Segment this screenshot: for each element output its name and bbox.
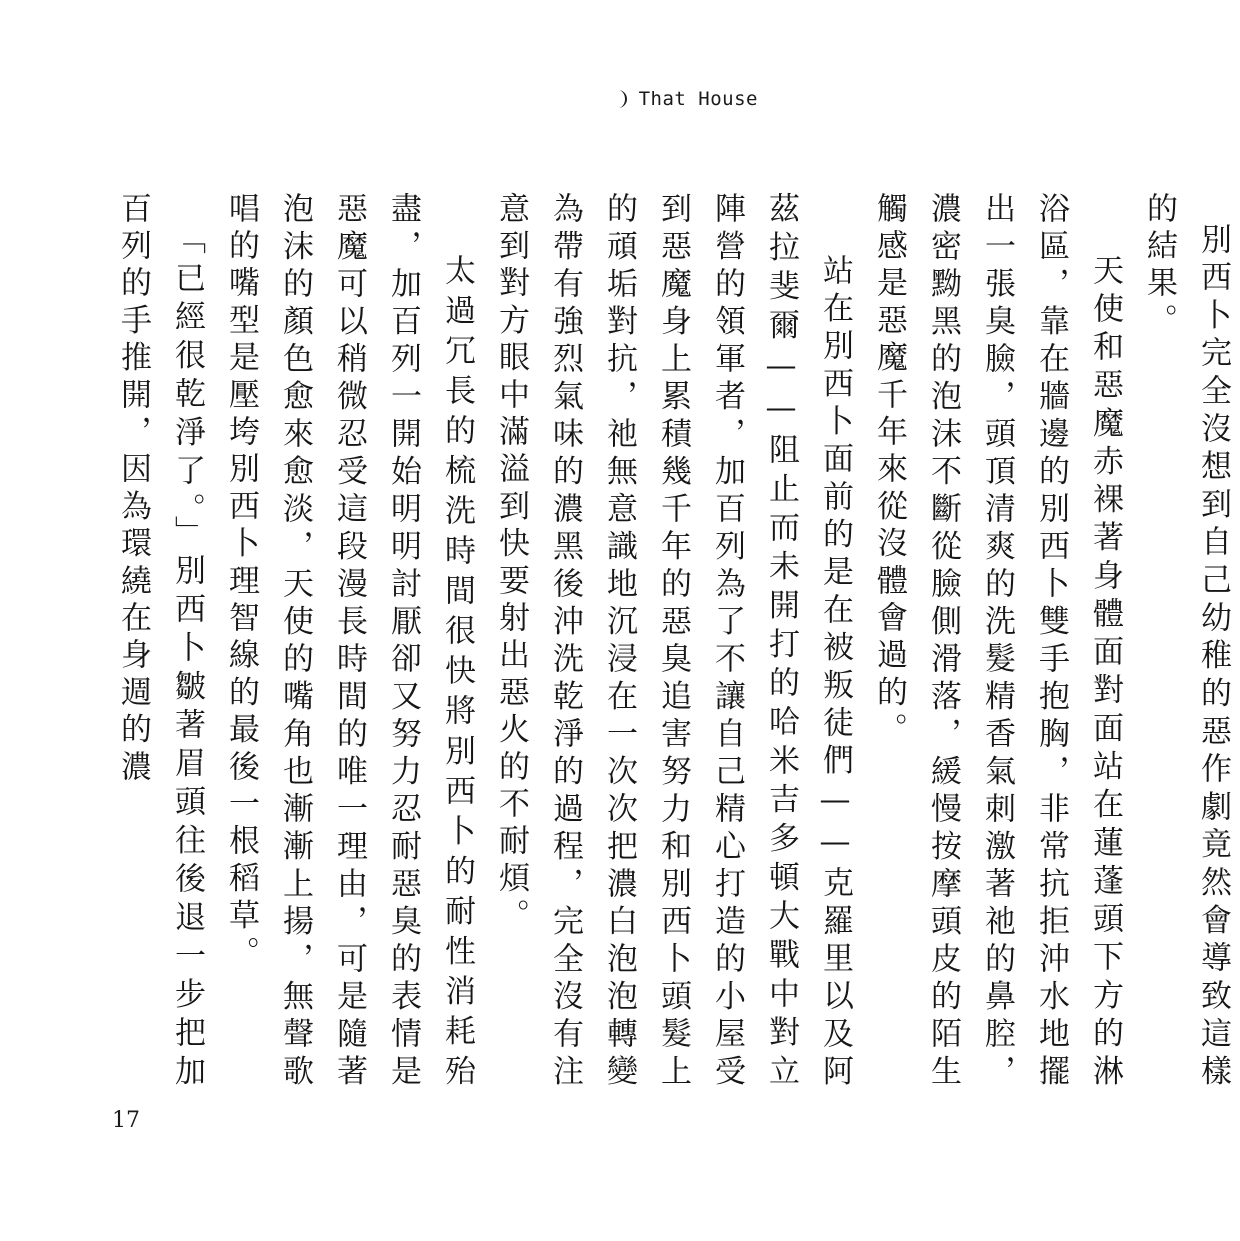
running-header bbox=[615, 88, 758, 110]
vertical-text-flow bbox=[106, 192, 1240, 1092]
paragraph: 站在別西卜面前的是在被叛徒們——克羅里以及阿茲拉斐爾——阻止而未開打的哈米吉多頓大戰中對立陣營的領軍者，加百列為了不讓自己精心打造的小屋受到惡魔身上累積幾千年的惡臭追害努力和別西卜頭髮上的頑垢對抗，祂無意識地沉浸在一次次把濃白泡泡轉變為帶有強烈氣味的濃黑後沖洗乾淨的過程，完全沒有注意到對方眼中滿溢到快要射出惡火的不耐煩。 bbox=[493, 192, 853, 1092]
running-header-title: That House bbox=[638, 88, 758, 110]
paragraph: 「已經很乾淨了。」別西卜皺著眉頭往後退一步把加百列的手推開，因為環繞在身週的濃 bbox=[115, 192, 205, 1092]
paragraph: 天使和惡魔赤裸著身體面對面站在蓮蓬頭下方的淋浴區，靠在牆邊的別西卜雙手抱胸，非常抗拒沖水地擺出一張臭臉，頭頂清爽的洗髮精香氣刺激著祂的鼻腔，濃密黝黑的泡沫不斷從臉側滑落，緩慢按摩頭皮的陌生觸感是惡魔千年來從沒體會過的。 bbox=[871, 192, 1123, 1092]
paragraph: 別西卜完全沒想到自己幼稚的惡作劇竟然會導致這樣的結果。 bbox=[1141, 192, 1231, 1092]
body-text bbox=[106, 192, 1231, 1092]
paragraph: 太過冗長的梳洗時間很快將別西卜的耐性消耗殆盡，加百列一開始明明討厭卻又努力忍耐惡臭的表情是惡魔可以稍微忍受這段漫長時間的唯一理由，可是隨著泡沫的顏色愈來愈淡，天使的嘴角也漸漸上揚，無聲歌唱的嘴型是壓垮別西卜理智線的最後一根稻草。 bbox=[223, 192, 475, 1092]
crescent-moon-icon bbox=[615, 89, 629, 109]
page-number: 17 bbox=[112, 1108, 140, 1133]
